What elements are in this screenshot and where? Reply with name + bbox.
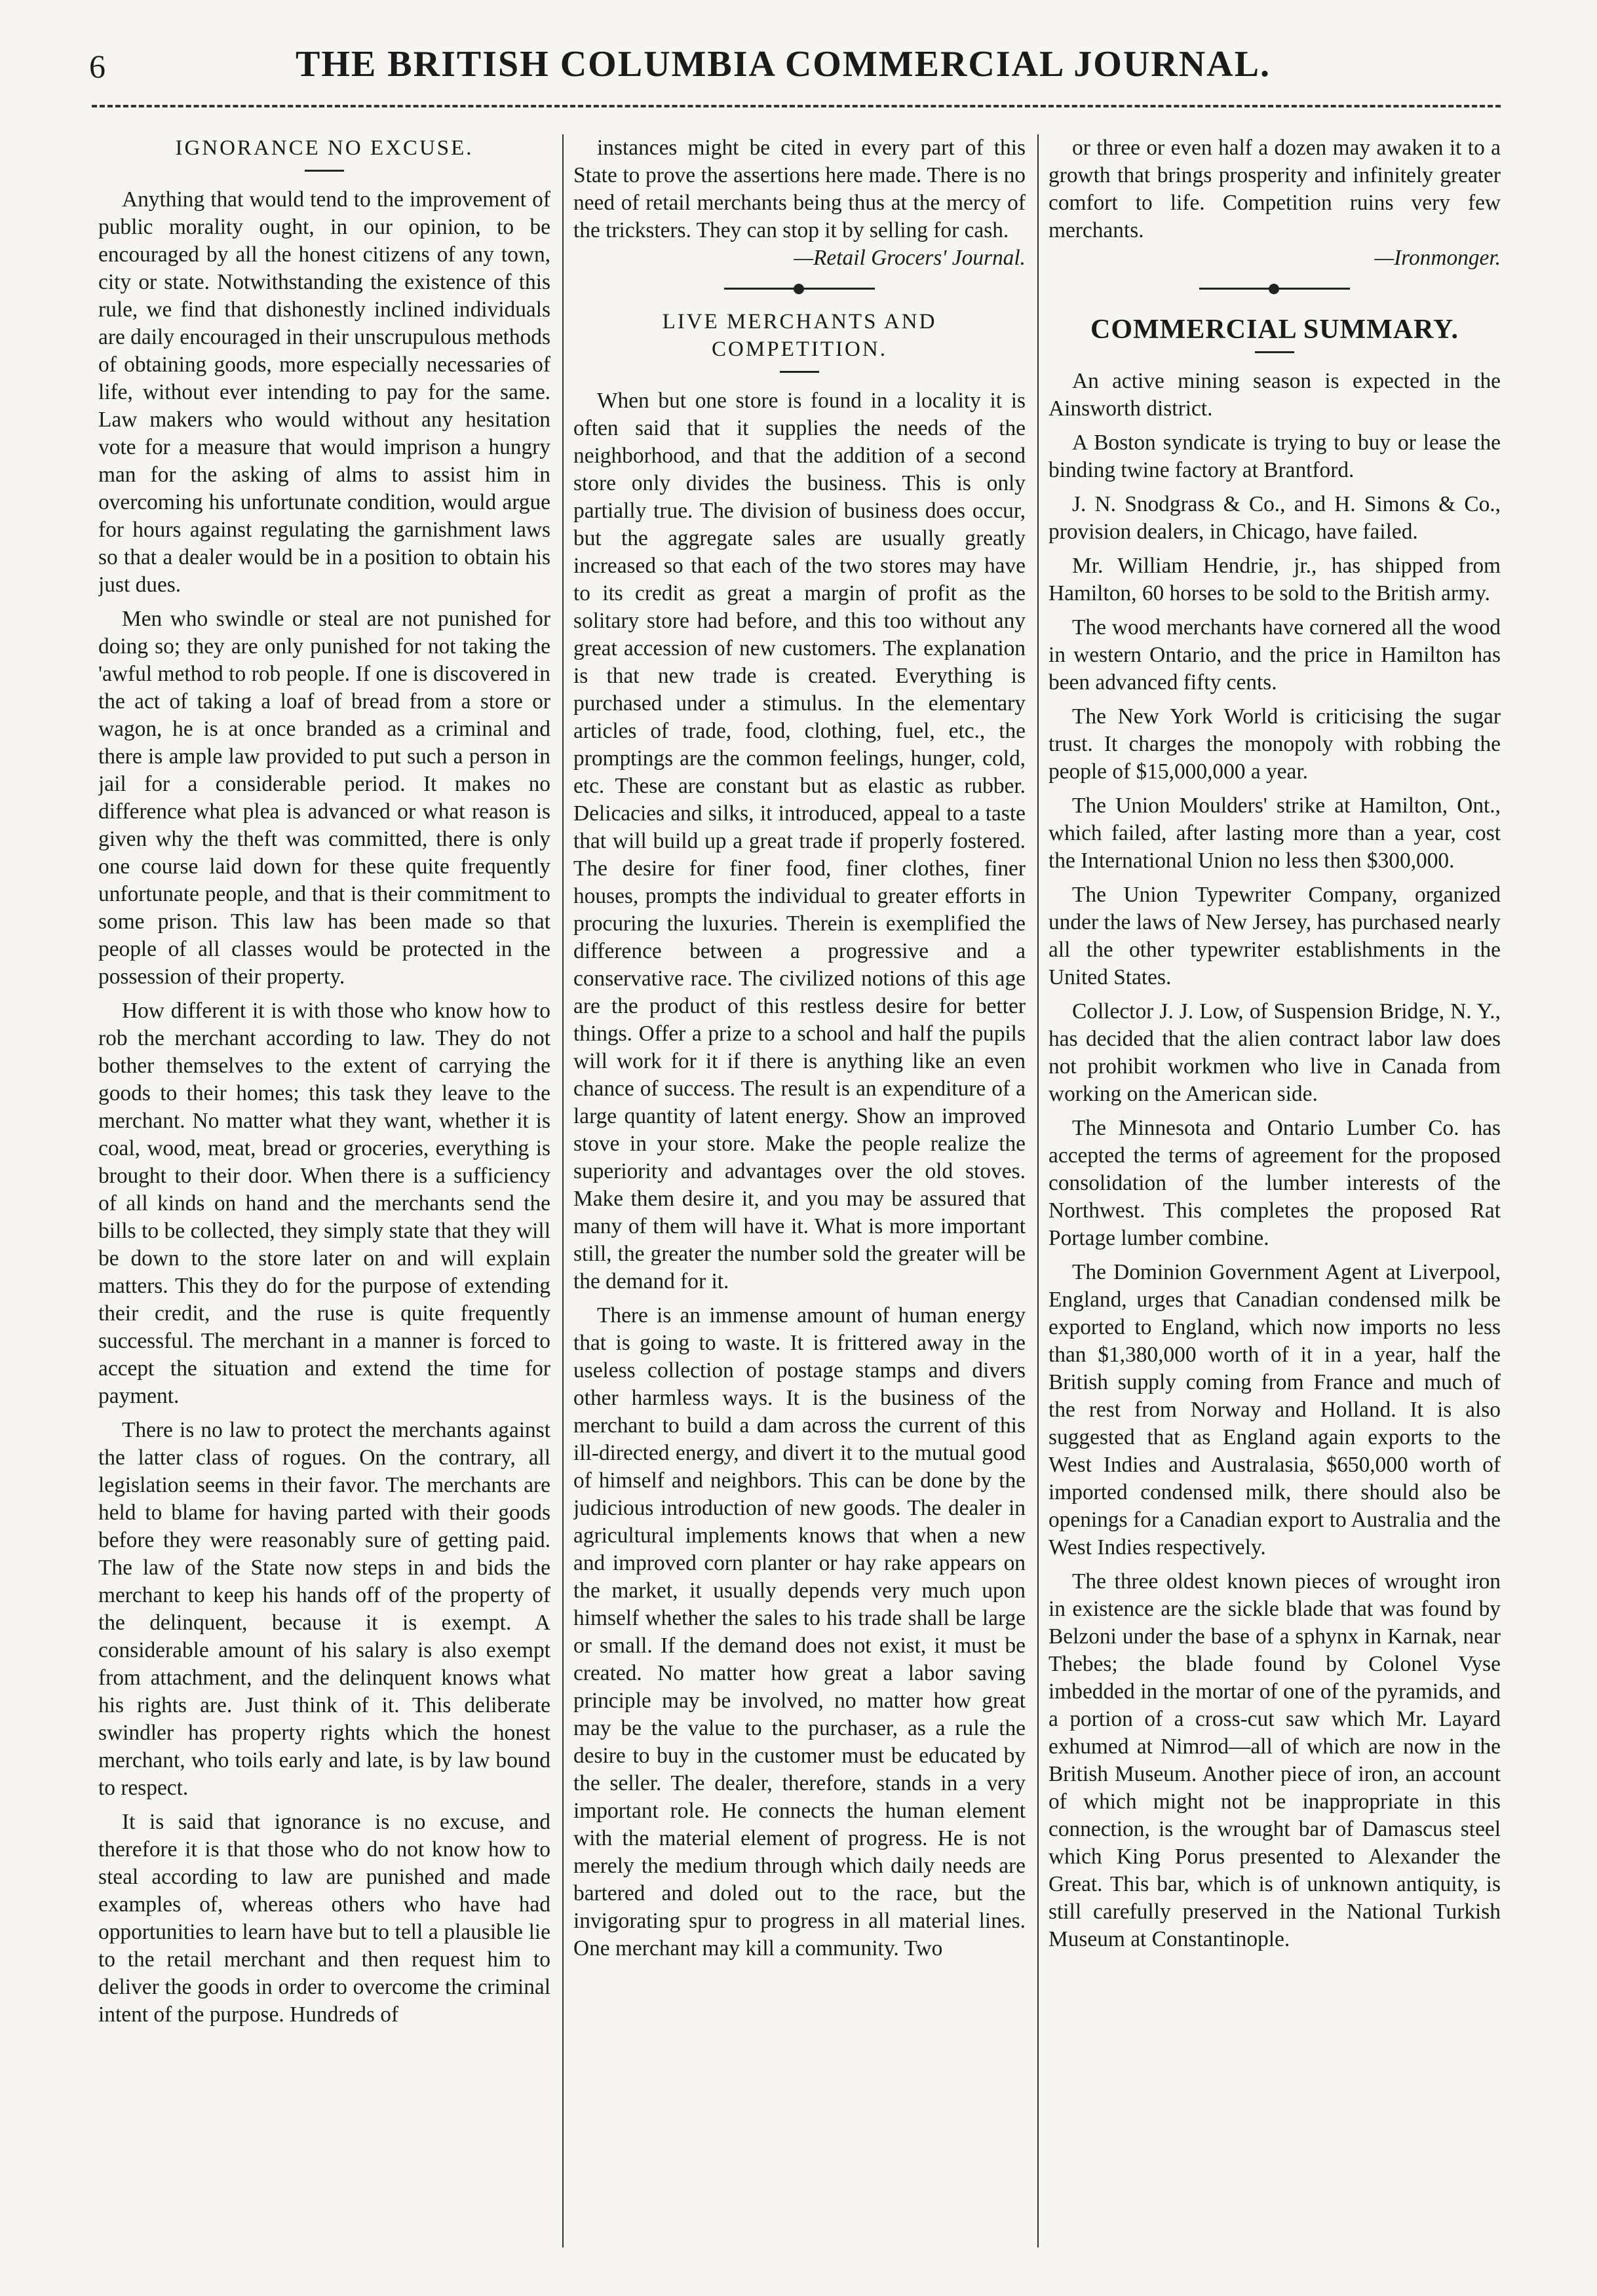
- article-source: —Ironmonger.: [1374, 246, 1501, 270]
- page-header: [79, 41, 1488, 100]
- summary-item: The three oldest known pieces of wrought iron in existence are the sickle blade that was found by Belzoni under the base of a sphynx in Karnak, near Thebes; the blade found by Colonel Vyse imbedded in the mortar of one of the pyramids, and a portion of a cross-cut saw which Mr. Layard exhumed at Nimrod—all of which are now in the British Museum. Another piece of iron, an account of which might not be inappropriate in this connection, is the wrought bar of Damascus steel which King Porus presented to Alexander the Great. This bar, which is of unknown antiquity, is still carefully preserved in the National Turkish Museum at Constantinople.: [1049, 1569, 1501, 1951]
- article-paragraph: It is said that ignorance is no excuse, and therefore it is that those who do not know how to steal according to law are punished and made examples of, whereas others who have had opportunities to learn have but to tell a plausible lie to the retail merchant and then request him to deliver the goods in order to overcome the criminal intent of the purpose. Hundreds of: [98, 1810, 550, 2027]
- summary-item: The Union Moulders' strike at Hamilton, Ont., which failed, after lasting more than a year, cost the International Union no less then $300,000.: [1049, 794, 1501, 873]
- summary-item: The Minnesota and Ontario Lumber Co. has accepted the terms of agreement for the proposed consolidation of the lumber interests of the Northwest. This completes the proposed Rat Portage lumber combine.: [1049, 1116, 1501, 1250]
- article-paragraph: Anything that would tend to the improvement of public morality ought, in our opinion, to be encouraged by all the honest citizens of any town, city or state. Notwithstanding the existence of this rule, we find that dishonestly inclined individuals are daily encouraged in their unscrupulous methods of obtaining goods, more especially necessaries of life, without ever intending to pay for the same. Law makers who would without any hesitation vote for a measure that would imprison a hungry man for the asking of alms to assist him in overcoming his unfortunate condition, would argue for hours against regulating the garnishment laws so that a dealer would be in a position to obtain his just dues.: [98, 187, 550, 597]
- heading-rule: [305, 170, 344, 172]
- article-paragraph: or three or even half a dozen may awaken it to a growth that brings prosperity and infinitely greater comfort to life. Competition ruins very few merchants.: [1049, 136, 1501, 242]
- column-divider: [562, 134, 564, 2248]
- summary-item: A Boston syndicate is trying to buy or lease the binding twine factory at Brantford.: [1049, 430, 1501, 482]
- article-paragraph: When but one store is found in a locality it is often said that it supplies the needs of the neighborhood, and that the addition of a second store only divides the business. This is only partially true. The division of business does occur, but the aggregate sales are usually greatly increased so that each of the two stores may have to its credit as great a margin of profit as the solitary store had before, and this too without any great accession of new customers. The explanation is that new trade is created. Everything is purchased under a stimulus. In the elementary articles of trade, food, clothing, fuel, etc., the promptings are the common feelings, hunger, cold, etc. These are constant but as elastic as rubber. Delicacies and silks, it introduced, appeal to a taste that will build up a great trade if properly fostered. The desire for finer food, finer clothes, finer houses, prompts the individual to greater efforts in procuring the luxuries. Therein is exemplified the difference between a progressive and a conservative race. The civilized notions of this age are the product of this restless desire for better things. Offer a prize to a school and half the pupils will work for it if there is anything like an even chance of success. The result is an expenditure of a large quantity of latent energy. Show an improved stove in your store. Make the people realize the superiority and advantages over the old stoves. Make them desire it, and you may be assured that many of them will have it. What is more important still, the greater the number sold the greater will be the demand for it.: [573, 389, 1026, 1293]
- summary-item: The Union Typewriter Company, organized under the laws of New Jersey, has purchased nearly all the other typewriter establishments in the United States.: [1049, 883, 1501, 989]
- journal-title: THE BRITISH COLUMBIA COMMERCIAL JOURNAL.: [296, 44, 1271, 85]
- page-number: 6: [89, 48, 106, 85]
- heading-rule: [1255, 351, 1294, 353]
- column-1: [98, 134, 550, 2248]
- article-paragraph: How different it is with those who know how to rob the merchant according to law. They do not bother themselves to the extent of carrying the goods to their homes; this task they leave to the merchant. No matter what they want, whether it is coal, wood, meat, bread or groceries, everything is brought to their door. When there is a sufficiency of all kinds on hand and the merchants send the bills to be collected, they simply state that they will be down to the store later on and will explain matters. This they do for the purpose of extending their credit, and the ruse is quite frequently successful. The merchant in a manner is forced to accept the situation and extend the time for payment.: [98, 999, 550, 1408]
- commercial-summary-heading: COMMERCIAL SUMMARY.: [1090, 315, 1459, 345]
- summary-item: J. N. Snodgrass & Co., and H. Simons & Co., provision dealers, in Chicago, have failed.: [1049, 492, 1501, 544]
- section-ornament: [1199, 288, 1350, 290]
- article-paragraph: There is no law to protect the merchants against the latter class of rogues. On the contrary, all legislation seems in their favor. The merchants are held to blame for having parted with their goods before they were reasonably sure of getting paid. The law of the State now steps in and bids the merchant to keep his hands off of the property of the delinquent, because it is exempt. A considerable amount of his salary is also exempt from attachment, and the delinquent knows what his rights are. Just think of it. This deliberate swindler has property rights which the honest merchant, who toils early and late, is by law bound to respect.: [98, 1418, 550, 1800]
- header-rule: [92, 105, 1501, 107]
- column-3: [1049, 134, 1501, 2248]
- article-heading-live-merchants: LIVE MERCHANTS AND COMPETITION.: [662, 310, 937, 361]
- article-paragraph: instances might be cited in every part of this State to prove the assertions here made. There is no need of retail merchants being thus at the mercy of the tricksters. They can stop it by selling for cash.: [573, 136, 1026, 242]
- section-ornament: [724, 288, 875, 290]
- heading-rule: [780, 371, 819, 373]
- article-heading-ignorance: IGNORANCE NO EXCUSE.: [175, 136, 474, 160]
- column-2: [573, 134, 1026, 2248]
- summary-item: Collector J. J. Low, of Suspension Bridge, N. Y., has decided that the alien contract labor law does not prohibit workmen who live in Canada from working on the American side.: [1049, 999, 1501, 1106]
- article-paragraph: There is an immense amount of human energy that is going to waste. It is frittered away in the useless collection of postage stamps and divers other harmless ways. It is the business of the merchant to build a dam across the current of this ill-directed energy, and divert it to the mutual good of himself and neighbors. This can be done by the judicious introduction of new goods. The dealer in agricultural implements knows that when a new and improved corn planter or hay rake appears on the market, it usually depends very much upon himself whether the sales to his trade shall be large or small. If the demand does not exist, it must be created. No matter how great a labor saving principle may be involved, no matter how great may be the value to the purchaser, as a rule the desire to buy in the customer must be educated by the seller. The dealer, therefore, stands in a very important role. He connects the human element with the material element of progress. He is not merely the medium through which daily needs are bartered and doled out to the race, but the invigorating spur to progress in all material lines. One merchant may kill a community. Two: [573, 1303, 1026, 1961]
- summary-item: An active mining season is expected in the Ainsworth district.: [1049, 369, 1501, 421]
- summary-item: The Dominion Government Agent at Liverpool, England, urges that Canadian condensed milk be exported to England, which now imports no less than $1,380,000 worth of it in a year, half the British supply coming from France and much of the rest from Norway and Holland. It is also suggested that as England again exports to the West Indies and Australasia, $650,000 worth of imported condensed milk, there should also be openings for a Canadian export to Australia and the West Indies respectively.: [1049, 1260, 1501, 1559]
- article-source: —Retail Grocers' Journal.: [794, 246, 1026, 270]
- summary-item: Mr. William Hendrie, jr., has shipped from Hamilton, 60 horses to be sold to the British army.: [1049, 554, 1501, 605]
- summary-item: The New York World is criticising the sugar trust. It charges the monopoly with robbing the people of $15,000,000 a year.: [1049, 704, 1501, 784]
- summary-item: The wood merchants have cornered all the wood in western Ontario, and the price in Hamilton has been advanced fifty cents.: [1049, 615, 1501, 695]
- column-divider: [1037, 134, 1039, 2248]
- article-paragraph: Men who swindle or steal are not punished for doing so; they are only punished for not taking the 'awful method to rob people. If one is discovered in the act of taking a loaf of bread from a store or wagon, he is at once branded as a criminal and there is ample law provided to put such a person in jail for a considerable period. It makes no difference what plea is advanced or what reason is given why the theft was committed, there is only one course laid down for these quite frequently unfortunate people, and that is their commitment to some prison. This law has been made so that people of all classes would be protected in the possession of their property.: [98, 607, 550, 989]
